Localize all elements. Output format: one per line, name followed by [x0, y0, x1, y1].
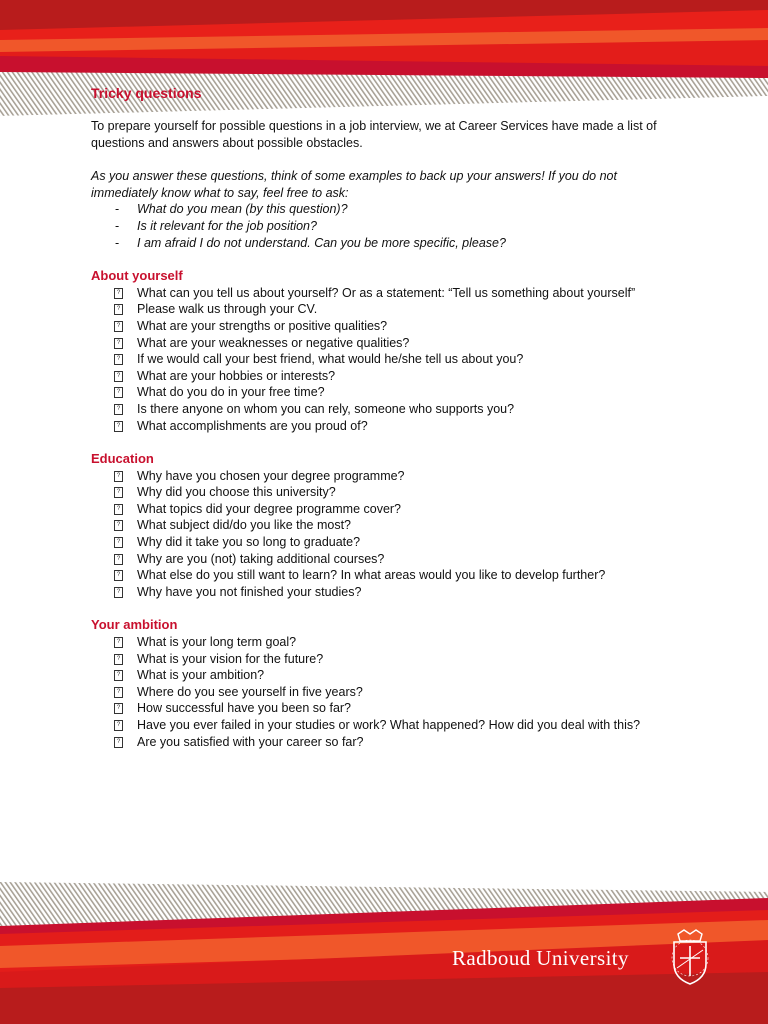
list-item: ? What is your long term goal? [91, 634, 681, 651]
bullet-box-icon: ? [114, 504, 123, 515]
list-item: ? What is your vision for the future? [91, 651, 681, 668]
crest-icon [668, 928, 712, 988]
bullet-box-icon: ? [114, 670, 123, 681]
list-item: ? What can you tell us about yourself? Or as a statement: “Tell us something about yourself” [91, 285, 681, 302]
ask-list [91, 201, 681, 251]
list-item: ? Why have you chosen your degree programme? [91, 468, 681, 485]
list-item: ? What accomplishments are you proud of? [91, 418, 681, 435]
bullet-box-icon: ? [114, 321, 123, 332]
section-heading-your-ambition: Your ambition [91, 617, 178, 633]
bullet-box-icon: ? [114, 637, 123, 648]
intro-paragraph: To prepare yourself for possible questions in a job interview, we at Career Services have made a list of questions and answers about possible obstacles. [91, 119, 657, 150]
bullet-box-icon: ? [114, 687, 123, 698]
list-item: ? Have you ever failed in your studies or work? What happened? How did you deal with this? [91, 717, 681, 734]
list-item: ? What are your weaknesses or negative qualities? [91, 335, 681, 352]
list-item: ? Are you satisfied with your career so far? [91, 734, 681, 751]
list-item: ? How successful have you been so far? [91, 700, 681, 717]
bullet-box-icon: ? [114, 703, 123, 714]
bullet-box-icon: ? [114, 371, 123, 382]
bullet-box-icon: ? [114, 471, 123, 482]
bullet-box-icon: ? [114, 737, 123, 748]
ask-item: - I am afraid I do not understand. Can you be more specific, please? [115, 235, 506, 250]
list-item: ? What is your ambition? [91, 667, 681, 684]
list-item: ? If we would call your best friend, what would he/she tell us about you? [91, 351, 681, 368]
page-title: Tricky questions [91, 85, 202, 101]
bullet-box-icon: ? [114, 487, 123, 498]
list-item: ? Why are you (not) taking additional courses? [91, 551, 681, 568]
list-item: ? What are your hobbies or interests? [91, 368, 681, 385]
ask-item: - Is it relevant for the job position? [115, 218, 317, 233]
bullet-box-icon: ? [114, 654, 123, 665]
ask-item: - What do you mean (by this question)? [115, 202, 348, 217]
bullet-box-icon: ? [114, 554, 123, 565]
question-list-about-yourself [91, 285, 681, 434]
bullet-box-icon: ? [114, 288, 123, 299]
bullet-box-icon: ? [114, 304, 123, 315]
bullet-box-icon: ? [114, 587, 123, 598]
bullet-box-icon: ? [114, 421, 123, 432]
question-list-education [91, 468, 681, 601]
bullet-box-icon: ? [114, 338, 123, 349]
list-item: ? What are your strengths or positive qualities? [91, 318, 681, 335]
bullet-box-icon: ? [114, 537, 123, 548]
bullet-box-icon: ? [114, 404, 123, 415]
list-item: ? Why did you choose this university? [91, 484, 681, 501]
list-item: ? What do you do in your free time? [91, 384, 681, 401]
list-item: ? Where do you see yourself in five years? [91, 684, 681, 701]
document-body [91, 84, 681, 767]
bullet-box-icon: ? [114, 387, 123, 398]
bullet-box-icon: ? [114, 520, 123, 531]
list-item: ? What subject did/do you like the most? [91, 517, 681, 534]
list-item: ? Is there anyone on whom you can rely, someone who supports you? [91, 401, 681, 418]
question-list-your-ambition [91, 634, 681, 750]
bullet-box-icon: ? [114, 570, 123, 581]
list-item: ? Why did it take you so long to graduate? [91, 534, 681, 551]
university-logo-text: Radboud University [452, 946, 629, 970]
note-paragraph: As you answer these questions, think of some examples to back up your answers! If you do not immediately know what to say, feel free to ask: [91, 169, 617, 200]
section-heading-about-yourself: About yourself [91, 268, 183, 284]
list-item: ? Please walk us through your CV. [91, 301, 681, 318]
section-heading-education: Education [91, 451, 154, 467]
list-item: ? What topics did your degree programme cover? [91, 501, 681, 518]
dash-marker: - [115, 235, 120, 250]
list-item: ? What else do you still want to learn? In what areas would you like to develop further? [91, 567, 681, 584]
list-item: ? Why have you not finished your studies? [91, 584, 681, 601]
footer-banner [0, 876, 768, 1024]
dash-marker: - [115, 202, 120, 217]
bullet-box-icon: ? [114, 720, 123, 731]
dash-marker: - [115, 218, 120, 233]
bullet-box-icon: ? [114, 354, 123, 365]
